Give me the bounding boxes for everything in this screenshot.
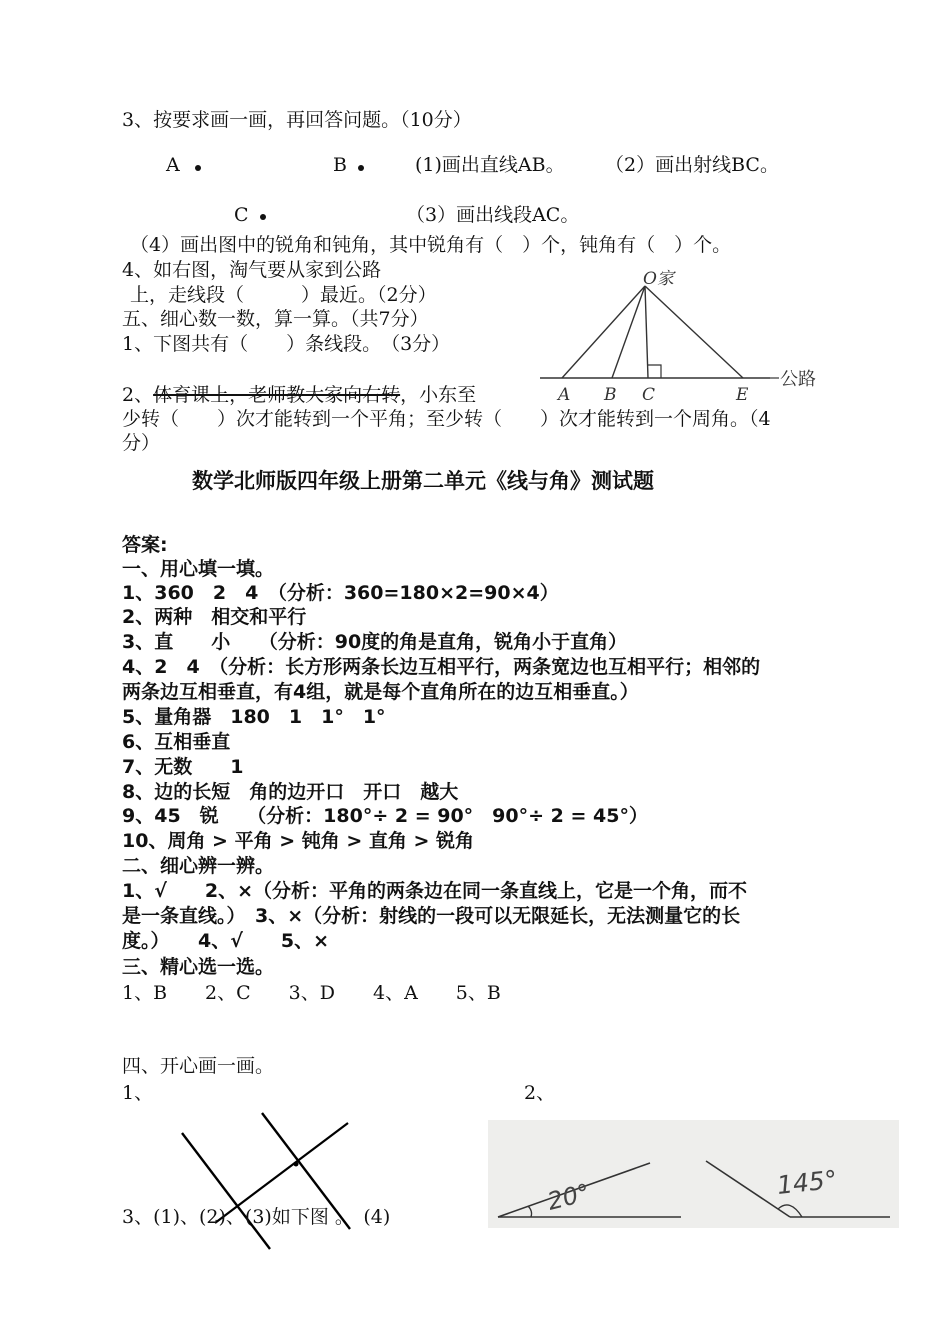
road-figure	[535, 262, 835, 412]
point-b-dot	[358, 165, 364, 171]
section-5-question-2-line3: 分）	[122, 432, 161, 454]
section-5-question-2-line1	[122, 383, 476, 407]
road-label: 公路	[780, 369, 816, 390]
task-draw-line-ab: (1)画出直线AB。	[415, 154, 565, 176]
road-point-e: E	[736, 385, 749, 405]
answer-1-10: 10、周角 > 平角 > 钝角 > 直角 > 锐角	[122, 830, 475, 852]
answer-4-1-label: 1、	[122, 1082, 154, 1104]
answer-1-7: 7、无数 1	[122, 756, 244, 778]
answers-part-2: 二、细心辨一辨。	[122, 855, 275, 877]
page-title: 数学北师版四年级上册第二单元《线与角》测试题	[192, 469, 654, 493]
answer-4-3-label: 3、(1)、(2)、(3)如下图 。 (4)	[122, 1206, 391, 1228]
point-c-dot	[260, 214, 266, 220]
answer-1-2: 2、两种 相交和平行	[122, 606, 307, 628]
answer-1-6: 6、互相垂直	[122, 731, 231, 753]
home-label: O家	[643, 269, 674, 289]
question-4-line2: 上，走线段（ ）最近。（2分）	[130, 284, 437, 306]
angle-20-label: 20°	[544, 1178, 593, 1216]
angle-drawings-photo	[488, 1120, 899, 1228]
answer-1-3: 3、直 小 （分析：90度的角是直角，锐角小于直角）	[122, 631, 628, 653]
section-5-heading: 五、细心数一数，算一算。（共7分）	[122, 308, 429, 330]
point-c-label: C	[234, 204, 249, 226]
task-draw-angles: （4）画出图中的锐角和钝角，其中锐角有（ ）个，钝角有（ ）个。	[130, 234, 732, 256]
task-draw-ray-bc: （2）画出射线BC。	[605, 154, 779, 176]
point-b-label: B	[333, 154, 347, 176]
answer-2-line3: 度。） 4、√ 5、×	[122, 930, 330, 952]
question-2-number: 2、	[122, 384, 154, 406]
answer-1-4-line1: 4、2 4 （分析：长方形两条长边互相平行，两条宽边也互相平行；相邻的	[122, 656, 761, 678]
section-5-question-1: 1、下图共有（ ）条线段。 （3分）	[122, 333, 451, 355]
parallel-lines-drawing	[170, 1105, 360, 1255]
road-point-c: C	[642, 385, 656, 405]
answer-3-line1: 1、B 2、C 3、D 4、A 5、B	[122, 982, 501, 1004]
answer-1-8: 8、边的长短 角的边开口 开口 越大	[122, 781, 459, 803]
answer-1-9: 9、45 锐 （分析：180°÷ 2 = 90° 90°÷ 2 = 45°）	[122, 805, 648, 827]
answer-1-1: 1、360 2 4 （分析：360=180×2=90×4）	[122, 582, 559, 604]
angle-drawings	[488, 1120, 899, 1228]
answer-2-line2: 是一条直线。） 3、×（分析：射线的一段可以无限延长，无法测量它的长	[122, 905, 741, 927]
struck-text: 体育课上，老师教大家向右转	[153, 384, 401, 406]
road-point-a: A	[558, 385, 571, 405]
task-draw-segment-ac: （3）画出线段AC。	[406, 204, 580, 226]
answer-1-5: 5、量角器 180 1 1° 1°	[122, 706, 386, 728]
question-3-title: 3、按要求画一画，再回答问题。（10分）	[122, 109, 472, 131]
question-4-line1: 4、如右图，淘气要从家到公路	[122, 259, 382, 281]
point-a-label: A	[166, 154, 180, 176]
road-point-b: B	[604, 385, 617, 405]
answers-part-1: 一、用心填一填。	[122, 558, 275, 580]
answers-header: 答案:	[122, 534, 168, 556]
angle-145-label: 145°	[775, 1164, 839, 1200]
answer-4-2-label: 2、	[524, 1082, 556, 1104]
answer-2-line1: 1、√ 2、×（分析：平角的两条边在同一条直线上，它是一个角，而不	[122, 880, 748, 902]
point-a-dot	[195, 165, 201, 171]
answers-part-3: 三、精心选一选。	[122, 956, 275, 978]
question-2-rest: ，小东至	[400, 384, 477, 406]
section-5-question-2-line2: 少转（ ）次才能转到一个平角；至少转（ ）次才能转到一个周角。（4	[122, 408, 771, 430]
answers-part-4: 四、开心画一画。	[122, 1055, 275, 1077]
answer-1-4-line2: 两条边互相垂直，有4组，就是每个直角所在的边互相垂直。）	[122, 681, 639, 703]
